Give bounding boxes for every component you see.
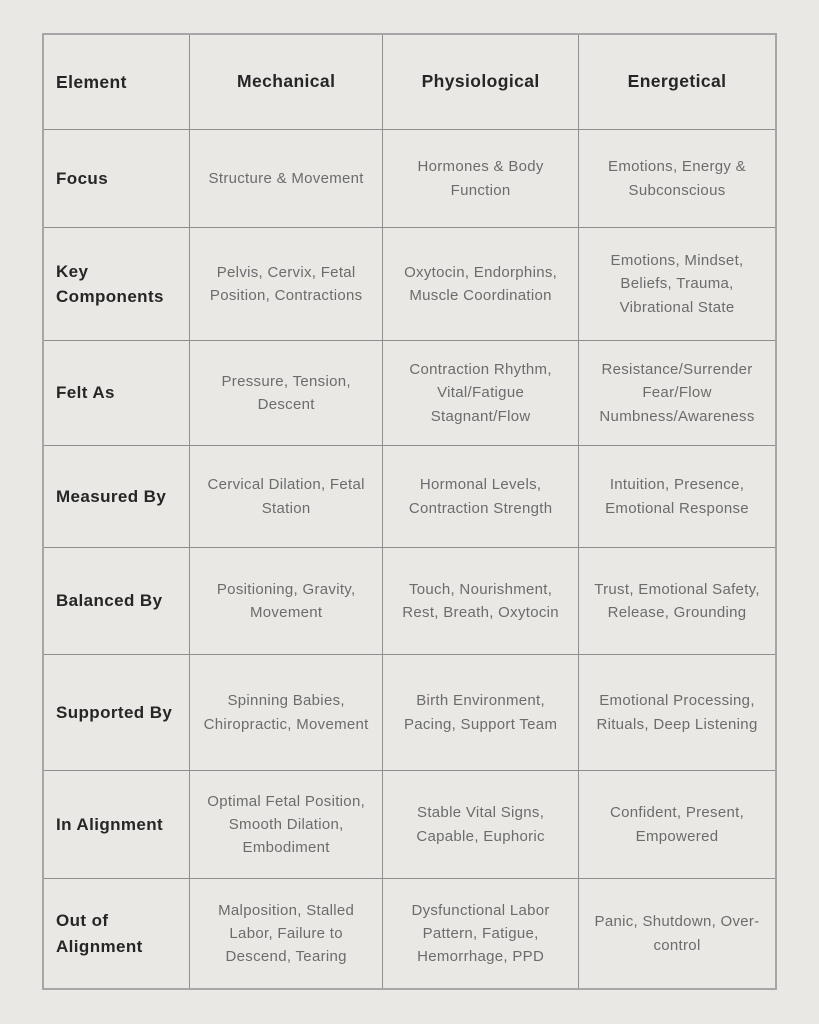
row-header-balanced-by: Balanced By (44, 548, 190, 654)
cell-measured-by-energetical: Intuition, Presence, Emotional Response (605, 476, 749, 517)
cell-felt-as-physiological: Contraction Rhythm, Vital/Fatigue Stagnant/Flow (383, 341, 579, 445)
row-header-supported-by: Supported By (44, 655, 190, 770)
cell-out-of-alignment-mechanical: Malposition, Stalled Labor, Failure to Descend, Tearing (190, 879, 383, 988)
table-row-balanced-by (44, 548, 775, 655)
row-header-measured-by: Measured By (44, 446, 190, 547)
cell-measured-by-mechanical: Cervical Dilation, Fetal Station (190, 446, 383, 547)
column-header-energetical: Energetical (627, 71, 727, 92)
element-comparison-table (42, 33, 777, 990)
cell-key-components-energetical: Emotions, Mindset, Beliefs, Trauma, Vibrational State (610, 252, 744, 316)
cell-focus-mechanical: Structure & Movement (190, 130, 383, 227)
cell-measured-by-physiological: Hormonal Levels, Contraction Strength (383, 446, 579, 547)
table-header-row (44, 35, 775, 130)
table-row-in-alignment (44, 771, 775, 879)
table-row-supported-by (44, 655, 775, 771)
cell-out-of-alignment-energetical: Panic, Shutdown, Over-control (594, 913, 760, 954)
cell-supported-by-energetical: Emotional Processing, Rituals, Deep Listening (596, 692, 758, 733)
table-row-measured-by (44, 446, 775, 548)
row-header-in-alignment: In Alignment (44, 771, 190, 878)
cell-supported-by-mechanical: Spinning Babies, Chiropractic, Movement (190, 655, 383, 770)
table-row-key-components (44, 228, 775, 341)
cell-balanced-by-physiological: Touch, Nourishment, Rest, Breath, Oxytocin (383, 548, 579, 654)
row-header-key-components: Key Components (44, 228, 190, 340)
row-header-felt-as: Felt As (44, 341, 190, 445)
table-row-focus (44, 130, 775, 228)
cell-in-alignment-energetical: Confident, Present, Empowered (609, 804, 745, 845)
column-header-mechanical: Mechanical (190, 35, 383, 129)
cell-focus-physiological: Hormones & Body Function (383, 130, 579, 227)
cell-focus-energetical: Emotions, Energy & Subconscious (608, 158, 746, 199)
cell-key-components-mechanical: Pelvis, Cervix, Fetal Position, Contractions (190, 228, 383, 340)
cell-balanced-by-mechanical: Positioning, Gravity, Movement (190, 548, 383, 654)
column-header-element: Element (44, 35, 190, 129)
cell-felt-as-energetical: Resistance/Surrender Fear/Flow Numbness/Awareness (599, 361, 755, 425)
row-header-out-of-alignment: Out of Alignment (44, 879, 190, 988)
table-row-felt-as (44, 341, 775, 446)
cell-in-alignment-physiological: Stable Vital Signs, Capable, Euphoric (383, 771, 579, 878)
cell-felt-as-mechanical: Pressure, Tension, Descent (190, 341, 383, 445)
cell-in-alignment-mechanical: Optimal Fetal Position, Smooth Dilation, Embodiment (190, 771, 383, 878)
table-row-out-of-alignment (44, 879, 775, 988)
cell-out-of-alignment-physiological: Dysfunctional Labor Pattern, Fatigue, Hemorrhage, PPD (383, 879, 579, 988)
cell-balanced-by-energetical: Trust, Emotional Safety, Release, Grounding (594, 580, 760, 621)
cell-key-components-physiological: Oxytocin, Endorphins, Muscle Coordination (383, 228, 579, 340)
column-header-physiological: Physiological (383, 35, 579, 129)
row-header-focus: Focus (44, 130, 190, 227)
cell-supported-by-physiological: Birth Environment, Pacing, Support Team (383, 655, 579, 770)
